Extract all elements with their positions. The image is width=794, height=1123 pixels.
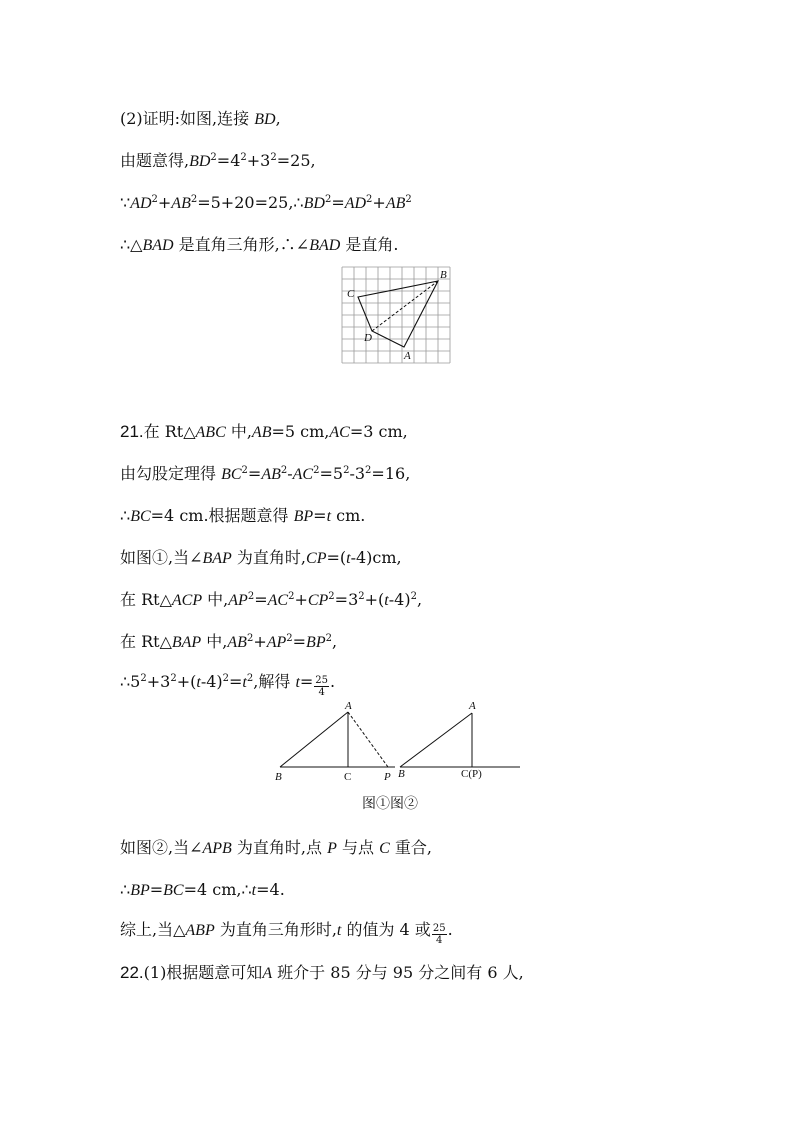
fraction xyxy=(314,675,329,698)
segment-label: AB xyxy=(261,466,281,483)
text: , xyxy=(275,109,281,128)
question-number: 22. xyxy=(120,963,144,982)
text: +3 xyxy=(146,672,171,691)
exponent: 2 xyxy=(405,194,412,205)
q21-line-3 xyxy=(120,505,365,528)
triangle-label: BAP xyxy=(171,634,202,651)
exponent: 2 xyxy=(328,591,335,602)
fig1-point-b: B xyxy=(275,771,282,783)
exponent: 2 xyxy=(325,633,332,644)
fig1-ab-line xyxy=(280,712,348,767)
fig1-point-p: P xyxy=(384,771,391,783)
text: = xyxy=(229,672,243,691)
q21-line-2 xyxy=(120,463,410,486)
point-c-label: C xyxy=(347,288,355,300)
text: 由勾股定理得 xyxy=(120,464,222,483)
proof-line-3 xyxy=(120,192,412,215)
text: + xyxy=(294,590,308,609)
exponent: 2 xyxy=(358,591,365,602)
question-number: 21. xyxy=(120,422,144,441)
segment-label: AP xyxy=(266,634,287,651)
text: =16, xyxy=(371,464,411,483)
text: + xyxy=(157,193,172,212)
segment-label: BP xyxy=(306,634,326,651)
text: - xyxy=(287,464,293,483)
text: 班介于 85 分与 95 分之间有 6 人, xyxy=(272,963,524,982)
class-label: A xyxy=(262,965,273,982)
proof-line-4 xyxy=(120,234,398,257)
text: = xyxy=(292,632,307,651)
text: =4 cm.根据题意得 xyxy=(150,506,294,525)
segment-label: CP xyxy=(307,592,329,609)
segment-label: BP xyxy=(293,508,314,525)
exponent: 2 xyxy=(241,465,248,476)
point-d-label: D xyxy=(364,332,372,344)
text: . xyxy=(447,920,453,939)
text: (2)证明:如图,连接 xyxy=(120,109,255,128)
q21-line-6 xyxy=(120,631,337,654)
fig2-point-b: B xyxy=(398,768,405,780)
text: +3 xyxy=(246,151,271,170)
exponent: 2 xyxy=(240,152,247,163)
exponent: 2 xyxy=(210,152,217,163)
segment-label: BD xyxy=(303,195,325,212)
exponent: 2 xyxy=(324,194,332,205)
proof-line-2 xyxy=(120,150,316,173)
text: =4 cm,∴ xyxy=(183,880,252,899)
q21-line-9 xyxy=(120,879,285,902)
text: , xyxy=(331,632,338,651)
q21-line-5 xyxy=(120,589,422,612)
exponent: 2 xyxy=(365,465,372,476)
text: +( xyxy=(176,672,197,691)
point-label: C xyxy=(379,840,390,857)
text: = xyxy=(313,506,327,525)
text: 为直角时,点 xyxy=(231,838,328,857)
q21-line-1 xyxy=(120,421,408,444)
variable: t xyxy=(196,674,201,691)
exponent: 2 xyxy=(247,591,255,602)
figure-caption: 图①图② xyxy=(362,796,418,812)
text: 为直角时, xyxy=(231,548,307,567)
text: 在 Rt△ xyxy=(120,632,172,651)
exponent: 2 xyxy=(313,465,320,476)
segment-label: BC xyxy=(221,466,242,483)
text: =5 cm, xyxy=(271,422,330,441)
exponent: 2 xyxy=(343,465,350,476)
fraction-numerator: 25 xyxy=(432,923,446,934)
fraction-denominator: 4 xyxy=(436,935,443,946)
fig1-ap-dashed xyxy=(348,712,388,767)
exponent: 2 xyxy=(151,194,158,205)
text: 中, xyxy=(202,590,229,609)
text: 是直角三角形,∴∠ xyxy=(173,235,310,254)
exponent: 2 xyxy=(366,194,373,205)
text: =4. xyxy=(256,880,285,899)
exponent: 2 xyxy=(286,633,293,644)
triangle-label: BAD xyxy=(142,237,174,254)
text: 的值为 4 或 xyxy=(341,920,431,939)
text: ∴5 xyxy=(120,672,141,691)
proof-line-1 xyxy=(120,108,281,131)
text: 中, xyxy=(225,422,252,441)
text: 在 Rt△ xyxy=(143,422,196,441)
text: + xyxy=(372,193,386,212)
variable: t xyxy=(384,592,389,609)
text: -4)cm, xyxy=(350,548,402,567)
segment-label: AP xyxy=(228,592,248,609)
exponent: 2 xyxy=(222,673,230,684)
text: (1)根据题意可知 xyxy=(143,963,263,982)
text: 如图②,当∠ xyxy=(120,838,203,857)
because-symbol: ∵ xyxy=(120,193,131,212)
fig2-ab-line xyxy=(400,713,472,767)
text: ∴ xyxy=(120,880,131,899)
fig1-point-a: A xyxy=(345,700,352,712)
exponent: 2 xyxy=(246,673,254,684)
segment-label: AB xyxy=(251,424,272,441)
text: 综上,当△ xyxy=(120,920,186,939)
variable: t xyxy=(336,922,342,939)
text: =5 xyxy=(319,464,344,483)
fraction-numerator: 25 xyxy=(315,675,329,686)
text: 与点 xyxy=(336,838,380,857)
triangle-label: ACP xyxy=(171,592,203,609)
segment-label: BD xyxy=(254,111,276,128)
text: = xyxy=(299,672,314,691)
text: =25, xyxy=(276,151,316,170)
text: =3 xyxy=(334,590,359,609)
text: 是直角. xyxy=(340,235,399,254)
dashed-bd xyxy=(372,281,438,331)
exponent: 2 xyxy=(246,633,254,644)
point-a-label: A xyxy=(404,350,411,362)
segment-label: AC xyxy=(267,592,289,609)
exponent: 2 xyxy=(288,591,295,602)
triangle-label: ABC xyxy=(195,424,226,441)
text: = xyxy=(149,880,164,899)
segment-label: AC xyxy=(329,424,350,441)
text: . xyxy=(330,672,336,691)
text: , xyxy=(416,590,423,609)
fig2-point-cp: C(P) xyxy=(461,768,482,780)
text: = xyxy=(254,590,268,609)
q21-line-4 xyxy=(120,547,402,570)
segment-label: AC xyxy=(292,466,314,483)
text: 中, xyxy=(201,632,228,651)
fraction-denominator: 4 xyxy=(318,687,325,698)
text: =( xyxy=(326,548,347,567)
exponent: 2 xyxy=(280,465,288,476)
angle-label: APB xyxy=(202,840,232,857)
text: -4) xyxy=(200,672,223,691)
text: cm. xyxy=(331,506,366,525)
variable: t xyxy=(326,508,332,525)
text: ∴ xyxy=(120,506,131,525)
text: + xyxy=(253,632,267,651)
point-b-label: B xyxy=(440,269,447,281)
segment-label: AD xyxy=(344,195,367,212)
fraction xyxy=(432,923,447,946)
text: 重合, xyxy=(389,838,432,857)
q21-line-7 xyxy=(120,671,335,698)
text: ∴△ xyxy=(120,235,143,254)
text: -4) xyxy=(388,590,411,609)
text: 在 Rt△ xyxy=(120,590,172,609)
exponent: 2 xyxy=(140,673,147,684)
exponent: 2 xyxy=(410,591,417,602)
angle-label: BAD xyxy=(309,237,341,254)
triangle-figures xyxy=(270,700,525,786)
text: -3 xyxy=(349,464,366,483)
text: 如图①,当∠ xyxy=(120,548,203,567)
variable: t xyxy=(242,674,247,691)
segment-label: AD xyxy=(130,195,152,212)
text: = xyxy=(247,464,262,483)
segment-label: BC xyxy=(130,508,151,525)
angle-label: BAP xyxy=(202,550,232,567)
segment-label: AB xyxy=(227,634,247,651)
segment-label: AB xyxy=(385,195,406,212)
text: =4 xyxy=(216,151,241,170)
segment-label: BD xyxy=(189,153,211,170)
variable: t xyxy=(295,674,300,691)
q21-line-10 xyxy=(120,919,453,946)
fig2-point-a: A xyxy=(469,700,476,712)
triangle-label: ABP xyxy=(185,922,215,939)
text: ,解得 xyxy=(253,672,296,691)
segment-label: BC xyxy=(163,882,184,899)
exponent: 2 xyxy=(170,673,177,684)
text: +( xyxy=(364,590,385,609)
point-label: P xyxy=(327,840,337,857)
grid-figure xyxy=(339,264,457,366)
segment-label: CP xyxy=(306,550,327,567)
fig1-point-c: C xyxy=(344,771,352,783)
text: = xyxy=(331,193,345,212)
segment-label: BP xyxy=(130,882,150,899)
segment-label: AB xyxy=(171,195,191,212)
exponent: 2 xyxy=(270,152,277,163)
text: 为直角三角形时, xyxy=(214,920,337,939)
text: =3 cm, xyxy=(349,422,408,441)
text: 由题意得, xyxy=(120,151,190,170)
q21-line-8 xyxy=(120,837,432,860)
variable: t xyxy=(251,882,257,899)
exponent: 2 xyxy=(190,194,198,205)
text: =5+20=25,∴ xyxy=(197,193,304,212)
variable: t xyxy=(346,550,351,567)
q22-line-1 xyxy=(120,962,524,985)
